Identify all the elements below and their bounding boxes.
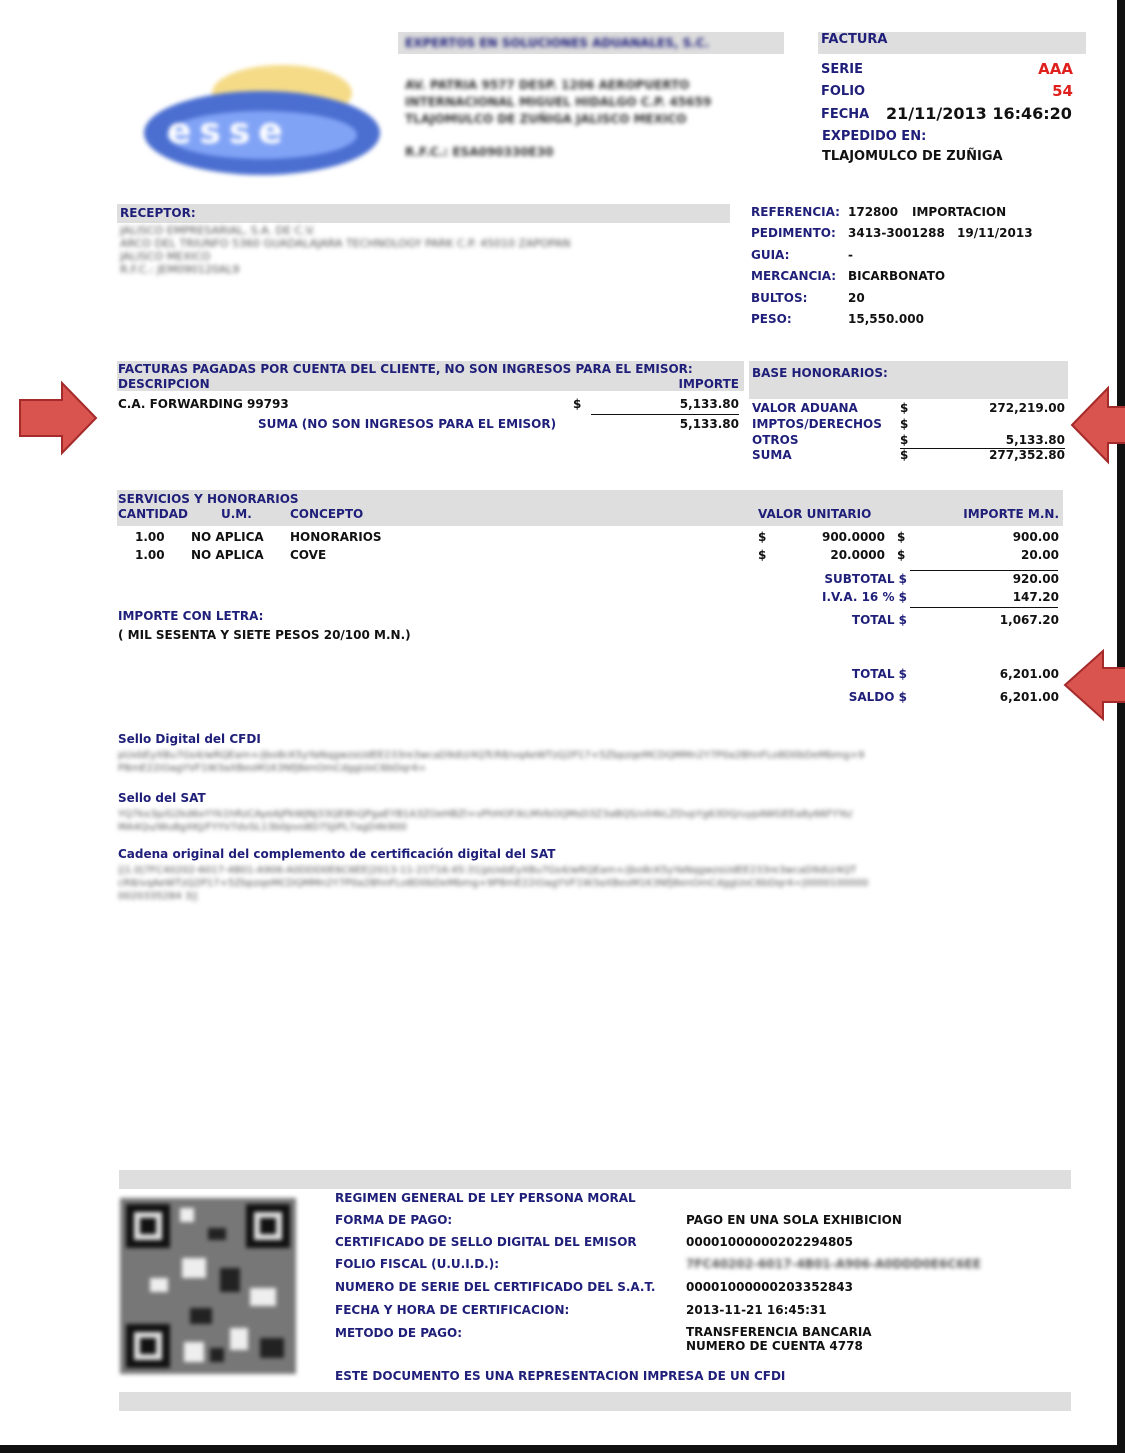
base-row-label: SUMA: [752, 448, 792, 462]
peso-value: 15,550.000: [848, 312, 924, 326]
serie-value: AAA: [1038, 60, 1073, 78]
servicio-cur2: $: [897, 548, 906, 562]
footer-row-label: NUMERO DE SERIE DEL CERTIFICADO DEL S.A.T.: [335, 1280, 656, 1294]
base-row-value: 277,352.80: [989, 448, 1065, 462]
bultos-label: BULTOS:: [751, 291, 808, 305]
serie-label: SERIE: [821, 62, 863, 77]
col-valor-unitario: VALOR UNITARIO: [758, 507, 872, 521]
referencia-label: REFERENCIA:: [751, 205, 840, 219]
cadena-original-line-3: 0020335284 3||: [118, 891, 198, 902]
company-rfc: R.F.C.: ESA090330E30: [405, 145, 554, 159]
subtotal-label: SUBTOTAL $: [824, 572, 907, 586]
arrow-left-icon: [1070, 385, 1125, 465]
base-row-value: 5,133.80: [1005, 433, 1065, 447]
cfdi-disclaimer: ESTE DOCUMENTO ES UNA REPRESENTACION IMPRESA DE UN CFDI: [335, 1369, 786, 1383]
footer-row-value: 00001000000203352843: [686, 1280, 853, 1294]
sello-cfdi-label: Sello Digital del CFDI: [118, 732, 261, 746]
company-name: EXPERTOS EN SOLUCIONES ADUANALES, S.C.: [405, 36, 710, 50]
pagada-suma-label: SUMA (NO SON INGRESOS PARA EL EMISOR): [258, 417, 557, 431]
col-concepto: CONCEPTO: [290, 507, 364, 521]
company-address-2: INTERNACIONAL MIGUEL HIDALGO C.P. 45659: [405, 95, 712, 109]
facturas-pagadas-title: FACTURAS PAGADAS POR CUENTA DEL CLIENTE, NO SON INGRESOS PARA EL EMISOR:: [118, 362, 693, 376]
referencia-value: 172800: [848, 205, 899, 219]
factura-title: FACTURA: [821, 32, 888, 47]
col-descripcion: DESCRIPCION: [118, 377, 210, 391]
company-address-3: TLAJOMULCO DE ZUÑIGA JALISCO MEXICO: [405, 112, 687, 126]
pagada-suma-value: 5,133.80: [679, 417, 739, 431]
col-importe-mn: IMPORTE M.N.: [963, 507, 1059, 521]
servicio-valor: 900.0000: [821, 530, 885, 544]
footer-row-label: FECHA Y HORA DE CERTIFICACION:: [335, 1303, 570, 1317]
base-row-label: VALOR ADUANA: [752, 401, 858, 415]
arrow-right-icon: [18, 380, 98, 456]
servicio-cantidad: 1.00: [135, 530, 165, 544]
servicio-um: NO APLICA: [191, 548, 264, 562]
folio-label: FOLIO: [821, 84, 866, 99]
col-importe: IMPORTE: [678, 377, 739, 391]
company-address-1: AV. PATRIA 9577 DESP. 1206 AEROPUERTO: [405, 78, 690, 92]
base-row-currency: $: [900, 401, 909, 415]
iva-value: 147.20: [1012, 590, 1059, 604]
footer-row-label: FORMA DE PAGO:: [335, 1213, 453, 1227]
col-cantidad: CANTIDAD: [118, 507, 188, 521]
servicio-importe: 900.00: [1012, 530, 1059, 544]
pagada-item-currency: $: [573, 397, 582, 411]
guia-label: GUIA:: [751, 248, 790, 262]
footer-row-label: METODO DE PAGO:: [335, 1326, 463, 1340]
footer-row-label: FOLIO FISCAL (U.U.I.D.):: [335, 1257, 500, 1271]
logo-text: esse: [167, 111, 291, 152]
qr-code: [120, 1198, 296, 1374]
iva-label: I.V.A. 16 % $: [822, 590, 907, 604]
footer-top-band: [119, 1170, 1071, 1189]
base-row-label: IMPTOS/DERECHOS: [752, 417, 882, 431]
servicio-um: NO APLICA: [191, 530, 264, 544]
expedido-label: EXPEDIDO EN:: [822, 129, 927, 144]
servicio-cur1: $: [758, 530, 767, 544]
servicio-cur1: $: [758, 548, 767, 562]
servicio-cur2: $: [897, 530, 906, 544]
base-row-label: OTROS: [752, 433, 799, 447]
guia-value: -: [848, 248, 853, 262]
grand-total-value: 6,201.00: [999, 667, 1059, 681]
servicio-cantidad: 1.00: [135, 548, 165, 562]
expedido-value: TLAJOMULCO DE ZUÑIGA: [822, 149, 1003, 164]
footer-row-value: 00001000000202294805: [686, 1235, 853, 1249]
footer-row-label: CERTIFICADO DE SELLO DIGITAL DEL EMISOR: [335, 1235, 637, 1249]
fecha-value: 21/11/2013 16:46:20: [886, 104, 1072, 123]
base-row-value: 272,219.00: [989, 401, 1065, 415]
folio-value: 54: [1052, 82, 1073, 100]
cadena-original-line-2: cR8/vqAeWTzQ2P17+5ZbpzqeMCDQMMn2Y7P0a2BhnFLo8D0bDeMbmg+9P8mE22iOagYVF1W3aXBeoM1K3NfJ8enOmCdggUoC6bDqr4=|0000100000: [118, 878, 869, 889]
pedimento-label: PEDIMENTO:: [751, 226, 836, 240]
receptor-line-2: ARCO DEL TRIUNFO 5360 GUADALAJARA TECHNOLOGY PARK C.P. 45010 ZAPOPAN: [120, 237, 571, 250]
base-row-currency: $: [900, 433, 909, 447]
servicios-title: SERVICIOS Y HONORARIOS: [118, 492, 299, 506]
fecha-label: FECHA: [821, 107, 870, 122]
receptor-line-4: R.F.C.: JEM090120AL9: [120, 263, 240, 276]
bultos-value: 20: [848, 291, 865, 305]
pagada-item-desc: C.A. FORWARDING 99793: [118, 397, 289, 411]
pedimento-date: 19/11/2013: [957, 226, 1033, 240]
grand-total-label: TOTAL $: [851, 667, 907, 681]
base-row-currency: $: [900, 417, 909, 431]
receptor-line-3: JALISCO MEXICO: [120, 250, 211, 263]
footer-bottom-band: [119, 1392, 1071, 1411]
col-um: U.M.: [221, 507, 252, 521]
importe-letra-value: ( MIL SESENTA Y SIETE PESOS 20/100 M.N.): [118, 628, 411, 642]
servicio-concepto: HONORARIOS: [290, 530, 382, 544]
receptor-line-1: JALISCO EMPRESARIAL, S.A. DE C.V.: [120, 224, 316, 237]
servicio-concepto: COVE: [290, 548, 327, 562]
footer-row-value: PAGO EN UNA SOLA EXHIBICION: [686, 1213, 902, 1227]
footer-row-value: TRANSFERENCIA BANCARIA: [686, 1325, 872, 1339]
sello-sat-line-2: MA4Qu/Wu8gXKJ/FYYV7dvSL13b0pvo8D7SJiPL7agD4k900: [118, 822, 407, 833]
saldo-value: 6,201.00: [999, 690, 1059, 704]
footer-row-value: 7FC40202-6017-4B01-A906-A0DDD0E6C6EE: [686, 1257, 981, 1271]
referencia-type: IMPORTACION: [912, 205, 1007, 219]
peso-label: PESO:: [751, 312, 792, 326]
company-logo: [112, 45, 382, 180]
numero-cuenta: NUMERO DE CUENTA 4778: [686, 1339, 863, 1353]
regimen: REGIMEN GENERAL DE LEY PERSONA MORAL: [335, 1191, 636, 1205]
sello-sat-line-1: YQ7kx3p/G2kd6xYYk1hRzCAyeAJPkWJNJ33QE8hQPgaEYB1A3ZOeHBZl+vPhHOF/kLMVbOQMsD3Z3aBQS/v04kLZDvpYg63DQ/uypAWGEEa8y66FYYo/: [118, 809, 853, 820]
cadena-original-label: Cadena original del complemento de certificación digital del SAT: [118, 847, 556, 861]
pagada-item-importe: 5,133.80: [679, 397, 739, 411]
qr-code-graphic: [120, 1198, 296, 1374]
arrow-left-icon: [1063, 648, 1125, 722]
footer-row-value: 2013-11-21 16:45:31: [686, 1303, 827, 1317]
receptor-label: RECEPTOR:: [120, 206, 196, 220]
servicio-valor: 20.0000: [830, 548, 885, 562]
base-row-currency: $: [900, 448, 909, 462]
servicio-importe: 20.00: [1021, 548, 1059, 562]
servicios-total-label: TOTAL $: [851, 613, 907, 627]
servicios-total-value: 1,067.20: [999, 613, 1059, 627]
subtotal-value: 920.00: [1012, 572, 1059, 586]
base-honorarios-title: BASE HONORARIOS:: [752, 366, 888, 380]
pedimento-value: 3413-3001288: [848, 226, 945, 240]
receptor-band: [117, 204, 730, 223]
sello-cfdi-line-2: P8mE22iOagYVF1W3aXBeoM1K3NfJ8enOmCdggUoC6bDqr4=: [118, 763, 427, 774]
saldo-label: SALDO $: [848, 690, 907, 704]
total-line: [910, 607, 1058, 608]
pagada-sum-line: [591, 414, 739, 415]
sello-cfdi-line-1: pUxbEyXBu7Gs4/wRQEam+/jbo8cK5yYaNqgwzsUdEE233re3wcaD9dU/4QTcR8/vqAeWTzQ2P17+5ZbpzqeMCDQMMn2Y7P0a2BhnFLo8D0bDeMbmg+9: [118, 750, 865, 761]
cadena-original-line-1: ||1.0|7FC40202-6017-4B01-A906-A0DDD0E6C6EE|2013-11-21T16:45:31|pUxbEyXBu7Gs4/wRQEam+/jbo8cK5yYaNqgwzsUdEE233re3wcaD9dU/4QT: [118, 865, 857, 876]
mercancia-label: MERCANCIA:: [751, 269, 837, 283]
importe-letra-label: IMPORTE CON LETRA:: [118, 609, 264, 623]
sello-sat-label: Sello del SAT: [118, 791, 206, 805]
mercancia-value: BICARBONATO: [848, 269, 946, 283]
subtotal-line: [910, 570, 1058, 571]
